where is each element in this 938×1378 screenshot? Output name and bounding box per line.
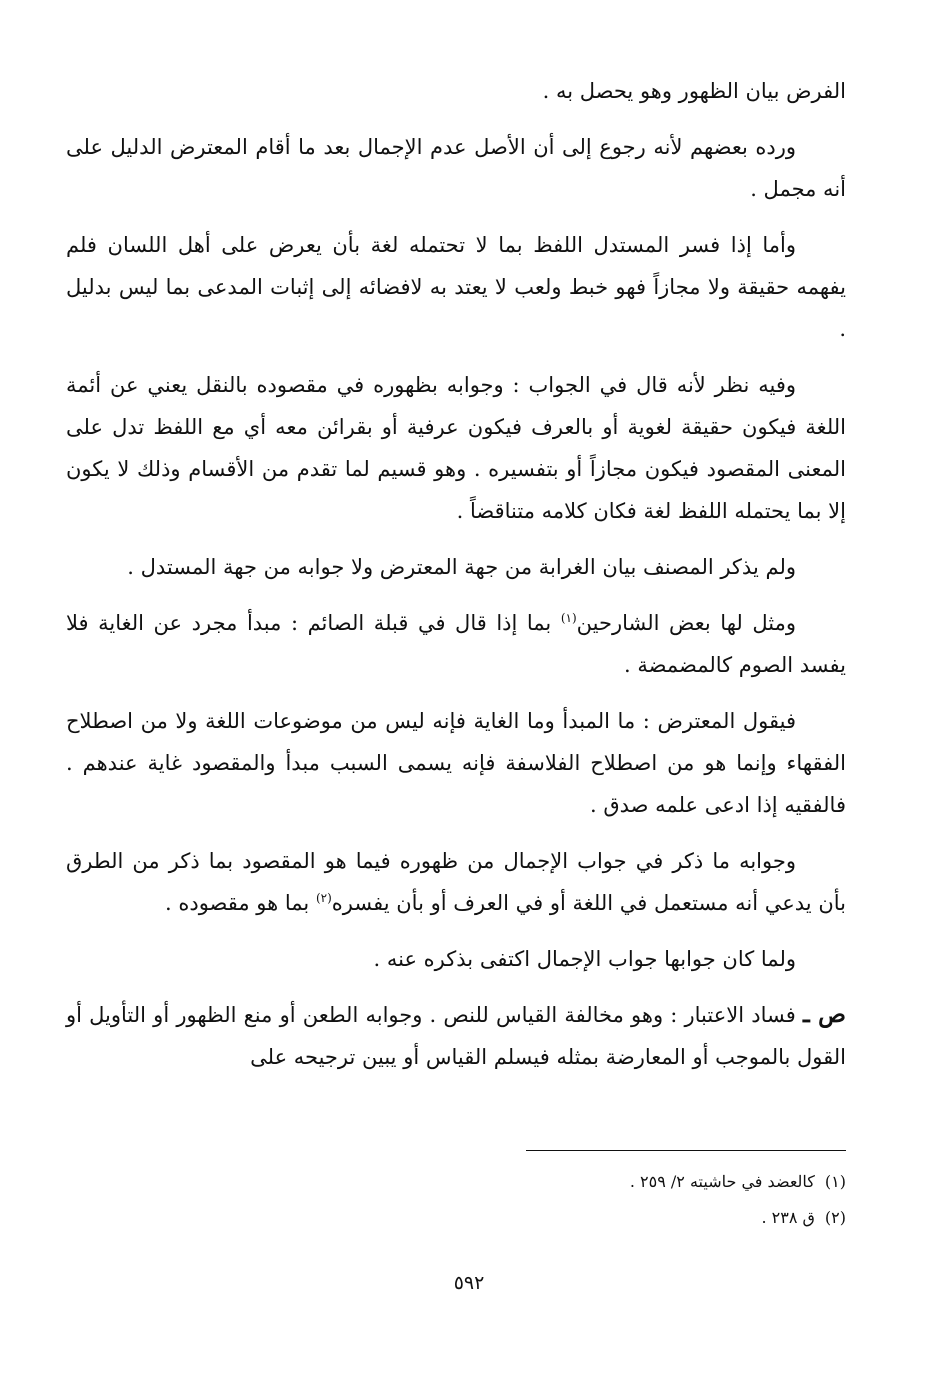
footnote-2-text: ق ٢٣٨ . <box>761 1208 815 1227</box>
paragraph-5: ولم يذكر المصنف بيان الغرابة من جهة المعترض ولا جوابه من جهة المستدل . <box>127 555 796 579</box>
footnotes <box>66 1164 846 1236</box>
paragraph-2: ورده بعضهم لأنه رجوع إلى أن الأصل عدم الإجمال بعد ما أقام المعترض الدليل على أنه مجمل . <box>66 135 846 201</box>
footnote-separator <box>526 1150 846 1151</box>
footnote-1-text: كالعضد في حاشيته ٢/ ٢٥٩ . <box>629 1172 815 1191</box>
paragraph-8 <box>66 840 846 924</box>
paragraph-6 <box>66 602 846 686</box>
paragraph-8-before: وجوابه ما ذكر في جواب الإجمال من ظهوره فيما هو المقصود بما ذكر من الطرق بأن يدعي أنه مستعمل في اللغة أو في العرف أو بأن يفسره <box>66 849 846 915</box>
footnote-2 <box>66 1200 846 1236</box>
paragraph-7: فيقول المعترض : ما المبدأ وما الغاية فإنه ليس من موضوعات اللغة ولا من اصطلاح الفقهاء وإنما هو من اصطلاح الفلاسفة فإنه يسمى السبب مبدأ والمقصود غاية عندهم . فالفقيه إذا ادعى علمه صدق . <box>66 709 846 817</box>
paragraph-9: ولما كان جوابها جواب الإجمال اكتفى بذكره عنه . <box>373 947 796 971</box>
paragraph-6-before: ومثل لها بعض الشارحين <box>576 611 796 635</box>
paragraph-8-after: بما هو مقصوده . <box>164 891 316 915</box>
paragraph-6-after: بما إذا قال في قبلة الصائم : مبدأ مجرد عن الغاية فلا يفسد الصوم كالمضمضة . <box>66 611 846 677</box>
footnote-ref-1[interactable]: (١) <box>560 611 577 625</box>
paragraph-3: وأما إذا فسر المستدل اللفظ بما لا تحتمله لغة بأن يعرض على أهل اللسان فلم يفهمه حقيقة ولا مجازاً فهو خبط ولعب لا يعتد به لافضائه إلى إثبات المدعى بما ليس بدليل . <box>66 233 846 341</box>
footnote-ref-2[interactable]: (٢) <box>315 891 332 905</box>
page-body <box>66 70 846 1092</box>
paragraph-4: وفيه نظر لأنه قال في الجواب : وجوابه بظهوره في مقصوده بالنقل يعني عن أئمة اللغة فيكون حقيقة لغوية أو بالعرف فيكون عرفية أو بقرائن معه أي مع اللفظ تدل على المعنى المقصود فيكون مجازاً أو بتفسيره . وهو قسيم لما تقدم من الأقسام وذلك لا يكون إلا بما يحتمله اللفظ لغة فكان كلامه متناقضاً . <box>66 373 846 523</box>
page-number: ٥٩٢ <box>453 1272 485 1294</box>
paragraph-10-text: فساد الاعتبار : وهو مخالفة القياس للنص . وجوابه الطعن أو منع الظهور أو التأويل أو القول بالموجب أو المعارضة بمثله فيسلم القياس أو يبين ترجيحه على <box>66 1003 846 1069</box>
paragraph-10 <box>66 994 846 1078</box>
footnote-1 <box>66 1164 846 1200</box>
footnote-2-number: (٢) <box>824 1208 846 1227</box>
footnote-1-number: (١) <box>824 1172 846 1191</box>
paragraph-1: الفرض بيان الظهور وهو يحصل به . <box>542 79 846 103</box>
section-label: ص ـ <box>802 1001 846 1028</box>
